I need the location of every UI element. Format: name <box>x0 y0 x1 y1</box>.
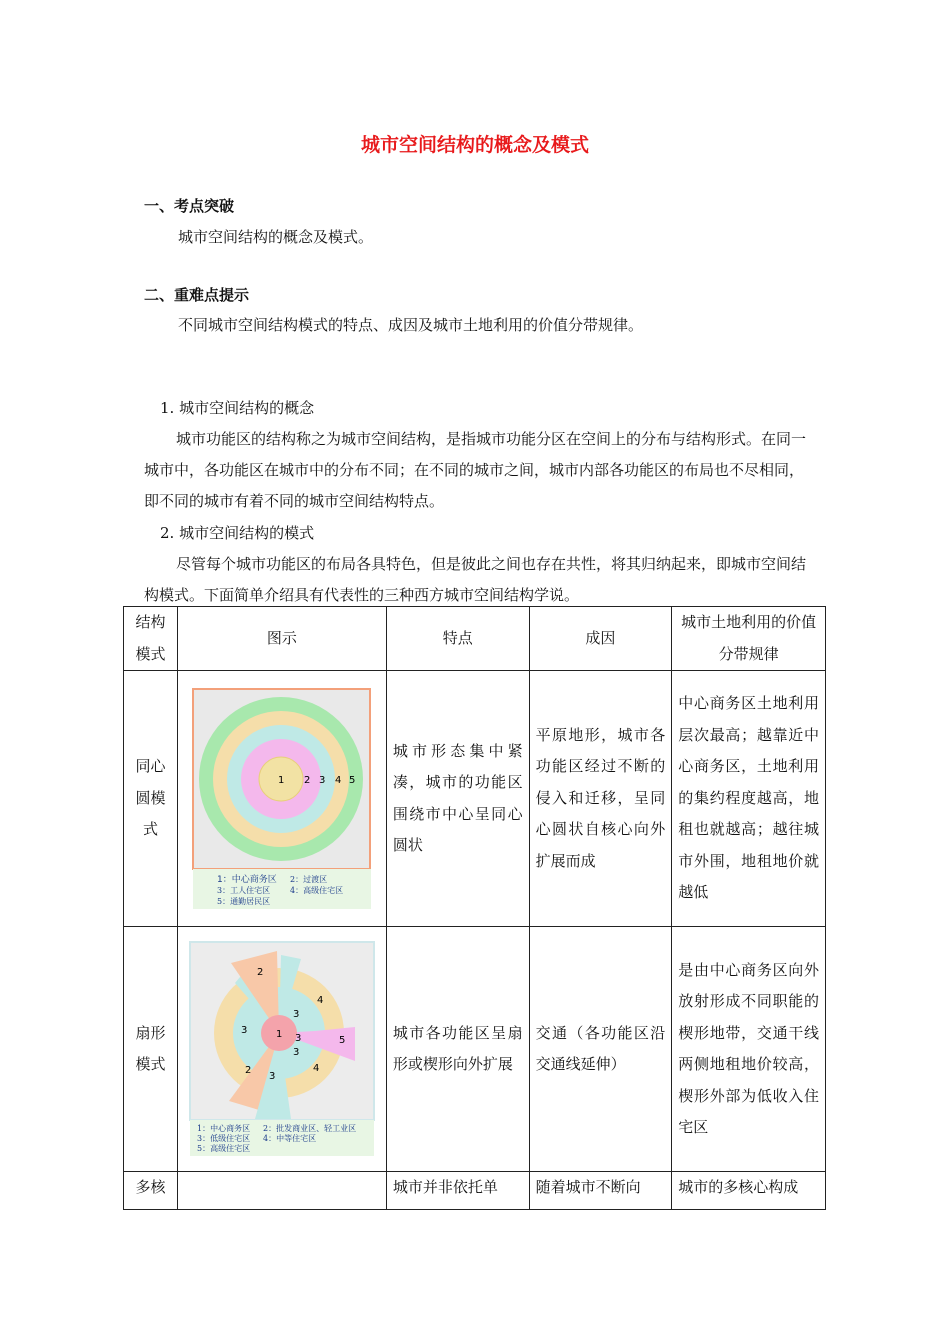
legend-5: 5：高级住宅区 <box>196 1144 250 1153</box>
sector-label: 4 <box>316 995 324 1006</box>
structure-table <box>123 606 826 1210</box>
item1-text: 城市功能区的结构称之为城市空间结构，是指城市功能分区在空间上的分布与结构形式。在同一城市中，各功能区在城市中的分布不同；在不同的城市之间，城市内部各功能区的布局也不尽相同，即不同的城市有着不同的城市空间结构特点。 <box>144 430 807 510</box>
sector-label: 2 <box>256 967 264 978</box>
ring-label-1: 1 <box>277 774 285 786</box>
header-cause: 成因 <box>529 607 672 671</box>
row-mode: 多核 <box>124 1172 178 1210</box>
ring-label-5: 5 <box>348 774 356 786</box>
legend-1: 1：中心商务区 <box>216 874 277 885</box>
sector-label: 3 <box>292 1009 300 1020</box>
legend-4: 4：高级住宅区 <box>289 885 343 895</box>
item2-text: 尽管每个城市功能区的布局各具特色，但是彼此之间也存在共性，将其归纳起来，即城市空间结构模式。下面简单介绍具有代表性的三种西方城市空间结构学说。 <box>144 555 807 604</box>
item1-heading: 1. 城市空间结构的概念 <box>160 399 315 417</box>
legend-5: 5：通勤居民区 <box>216 896 270 906</box>
sector-label: 3 <box>294 1033 302 1044</box>
legend-1: 1：中心商务区 <box>196 1124 250 1133</box>
legend-2: 2：批发商业区、轻工业区 <box>262 1124 356 1133</box>
concentric-diagram-cell <box>177 671 386 927</box>
legend-2: 2：过渡区 <box>289 874 327 884</box>
item2-heading: 2. 城市空间结构的模式 <box>160 524 315 542</box>
legend-3: 3：工人住宅区 <box>216 885 270 895</box>
sector-label: 2 <box>244 1065 252 1076</box>
row-diagram-empty <box>177 1172 386 1210</box>
concentric-diagram <box>192 688 372 910</box>
header-value: 城市土地利用的价值分带规律 <box>672 607 826 671</box>
sector-label: 1 <box>275 1029 283 1040</box>
table-row <box>124 671 826 927</box>
ring-label-4: 4 <box>334 774 342 786</box>
header-diagram: 图示 <box>177 607 386 671</box>
table-header-row <box>124 607 826 671</box>
row-value: 是由中心商务区向外放射形成不同职能的楔形地带，交通干线两侧地租地价较高，楔形外部为低收入住宅区 <box>672 927 826 1172</box>
section2-heading: 二、重难点提示 <box>144 286 250 304</box>
row-cause: 交通（各功能区沿交通线延伸） <box>529 927 672 1172</box>
table-row <box>124 927 826 1172</box>
row-cause: 平原地形，城市各功能区经过不断的侵入和迁移，呈同心圆状自核心向外扩展而成 <box>529 671 672 927</box>
table-row <box>124 1172 826 1210</box>
legend-3: 3：低级住宅区 <box>196 1134 250 1143</box>
row-mode: 同心圆模式 <box>124 671 178 927</box>
row-feature: 城市并非依托单 <box>386 1172 529 1210</box>
header-feature: 特点 <box>386 607 529 671</box>
sector-diagram-cell <box>177 927 386 1172</box>
row-feature: 城市各功能区呈扇形或楔形向外扩展 <box>386 927 529 1172</box>
legend-4: 4：中等住宅区 <box>262 1134 316 1143</box>
ring-label-3: 3 <box>318 774 326 786</box>
sector-label: 3 <box>292 1047 300 1058</box>
row-cause: 随着城市不断向 <box>529 1172 672 1210</box>
sector-label: 3 <box>268 1071 276 1082</box>
section1-text: 城市空间结构的概念及模式。 <box>178 228 374 246</box>
sector-label: 3 <box>240 1025 248 1036</box>
sector-diagram <box>189 941 375 1157</box>
header-mode: 结构模式 <box>124 607 178 671</box>
page-title: 城市空间结构的概念及模式 <box>360 134 589 156</box>
sector-label: 4 <box>312 1063 320 1074</box>
sector-label: 5 <box>338 1035 346 1046</box>
ring-label-2: 2 <box>303 774 311 786</box>
row-feature: 城市形态集中紧凑，城市的功能区围绕市中心呈同心圆状 <box>386 671 529 927</box>
section2-text: 不同城市空间结构模式的特点、成因及城市土地利用的价值分带规律。 <box>178 316 644 334</box>
section1-heading: 一、考点突破 <box>144 197 235 215</box>
row-mode: 扇形模式 <box>124 927 178 1172</box>
row-value: 中心商务区土地利用层次最高；越靠近中心商务区，土地利用的集约程度越高，地租也就越高；越往城市外围，地租地价就越低 <box>672 671 826 927</box>
row-value: 城市的多核心构成 <box>672 1172 826 1210</box>
